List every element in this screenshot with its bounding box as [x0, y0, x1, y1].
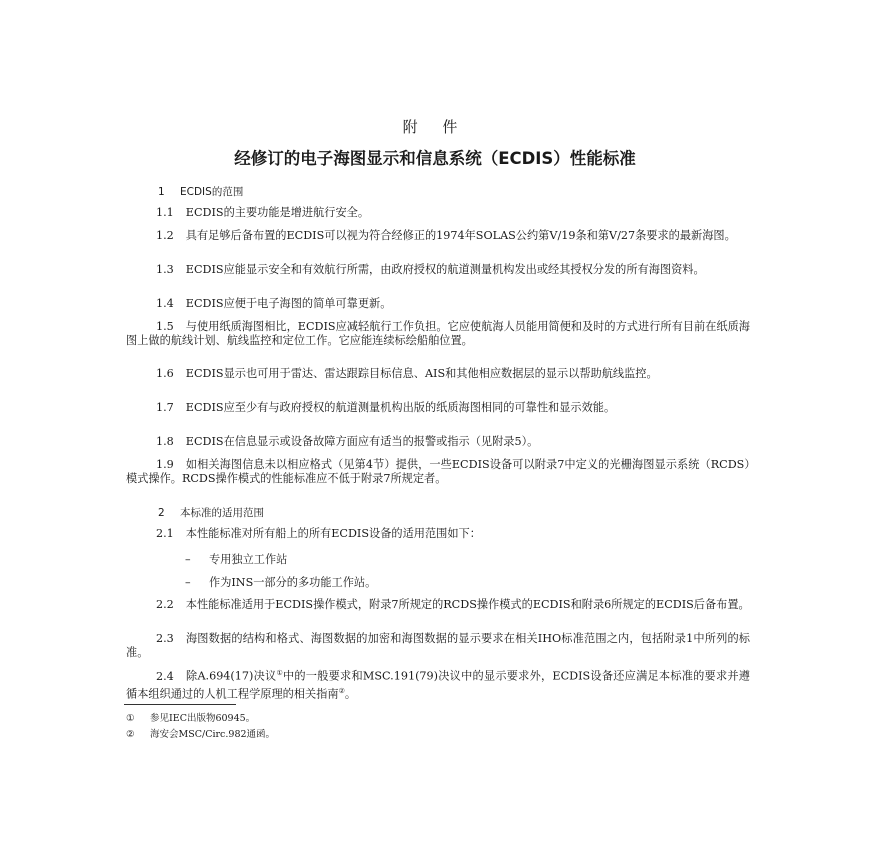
paragraph-text: 如相关海图信息未以相应格式（见第4节）提供，一些ECDIS设备可以附录7中定义的光栅海图显示系统（RCDS）模式操作。RCDS操作模式的性能标准应不低于附录7所规定者。	[126, 458, 750, 485]
footnote-2	[126, 726, 275, 740]
paragraph-1-9	[126, 458, 750, 486]
section-number: 2	[158, 507, 165, 519]
paragraph-1-1	[126, 206, 750, 220]
paragraph-1-8	[126, 435, 750, 449]
paragraph-number: 2.1	[156, 527, 174, 540]
paragraph-text: 本性能标准适用于ECDIS操作模式，附录7所规定的RCDS操作模式的ECDIS和附录6所规定的ECDIS后备布置。	[185, 598, 750, 611]
paragraph-text-part: 除A.694(17)决议	[185, 669, 277, 683]
annex-label: 附 件	[402, 118, 468, 136]
footnote-mark: ②	[126, 729, 135, 740]
paragraph-number: 1.6	[156, 367, 174, 380]
dash-item-text: 作为INS一部分的多功能工作站。	[209, 576, 377, 589]
footnote-ref-1[interactable]: ①	[276, 669, 283, 677]
dash-item-text: 专用独立工作站	[209, 553, 288, 566]
paragraph-2-4	[126, 666, 750, 701]
paragraph-1-7	[126, 401, 750, 415]
paragraph-number: 2.4	[156, 669, 174, 683]
paragraph-text: 具有足够后备布置的ECDIS可以视为符合经修正的1974年SOLAS公约第V/19条和第V/27条要求的最新海图。	[185, 229, 736, 242]
section-title: 本标准的适用范围	[180, 507, 264, 519]
paragraph-text: 本性能标准对所有船上的所有ECDIS设备的适用范围如下：	[185, 527, 481, 540]
document-title: 经修订的电子海图显示和信息系统（ECDIS）性能标准	[234, 149, 636, 168]
dash-mark: –	[185, 576, 191, 589]
paragraph-number: 1.4	[156, 297, 174, 310]
paragraph-1-4	[126, 297, 750, 311]
paragraph-text: 海图数据的结构和格式、海图数据的加密和海图数据的显示要求在相关IHO标准范围之内，包括附录1中所列的标准。	[126, 632, 750, 659]
section-number: 1	[158, 186, 165, 198]
paragraph-text-part: 中的一般要求和MSC.191(79)决议中的显示要求外，ECDIS设备还应满足本标准的要求并遵循本组织通过的人机工程学原理的相关指南	[126, 669, 750, 701]
paragraph-text: ECDIS应便于电子海图的简单可靠更新。	[185, 297, 392, 310]
paragraph-1-3	[126, 263, 750, 277]
paragraph-2-3	[126, 632, 750, 660]
footnote-1	[126, 710, 255, 724]
footnote-mark: ①	[126, 713, 135, 724]
footnote-ref-2[interactable]: ②	[338, 686, 345, 695]
paragraph-number: 1.1	[156, 206, 174, 219]
section-heading-1	[158, 184, 243, 199]
paragraph-number: 2.3	[156, 632, 174, 645]
dash-item-2	[185, 574, 376, 590]
paragraph-number: 1.3	[156, 263, 174, 276]
dash-item-1	[185, 551, 287, 567]
paragraph-number: 1.7	[156, 401, 174, 414]
paragraph-text: ECDIS的主要功能是增进航行安全。	[185, 206, 370, 219]
section-heading-2	[158, 505, 264, 520]
paragraph-number: 1.2	[156, 229, 174, 242]
paragraph-text: ECDIS显示也可用于雷达、雷达跟踪目标信息、AIS和其他相应数据层的显示以帮助航线监控。	[185, 367, 658, 380]
paragraph-2-2	[126, 598, 750, 612]
footnote-text: 参见IEC出版物60945。	[150, 713, 256, 724]
dash-mark: –	[185, 553, 191, 566]
paragraph-text: ECDIS在信息显示或设备故障方面应有适当的报警或指示（见附录5）。	[185, 435, 539, 448]
section-title: ECDIS的范围	[180, 186, 244, 198]
paragraph-number: 1.8	[156, 435, 174, 448]
paragraph-number: 1.5	[156, 320, 174, 333]
paragraph-text: ECDIS应能显示安全和有效航行所需，由政府授权的航道测量机构发出或经其授权分发的所有海图资料。	[185, 263, 705, 276]
paragraph-number: 2.2	[156, 598, 174, 611]
footnote-text: 海安会MSC/Circ.982通函。	[150, 729, 276, 740]
paragraph-1-5	[126, 320, 750, 348]
paragraph-2-1	[126, 527, 750, 541]
paragraph-1-6	[126, 367, 750, 381]
paragraph-text-part: 。	[344, 687, 357, 701]
paragraph-number: 1.9	[156, 458, 174, 471]
paragraph-text: ECDIS应至少有与政府授权的航道测量机构出版的纸质海图相同的可靠性和显示效能。	[185, 401, 616, 414]
paragraph-1-2	[126, 229, 750, 243]
footnote-divider	[124, 704, 236, 705]
paragraph-text: 与使用纸质海图相比，ECDIS应减轻航行工作负担。它应使航海人员能用简便和及时的方式进行所有目前在纸质海图上做的航线计划、航线监控和定位工作。它应能连续标绘船舶位置。	[126, 320, 750, 347]
